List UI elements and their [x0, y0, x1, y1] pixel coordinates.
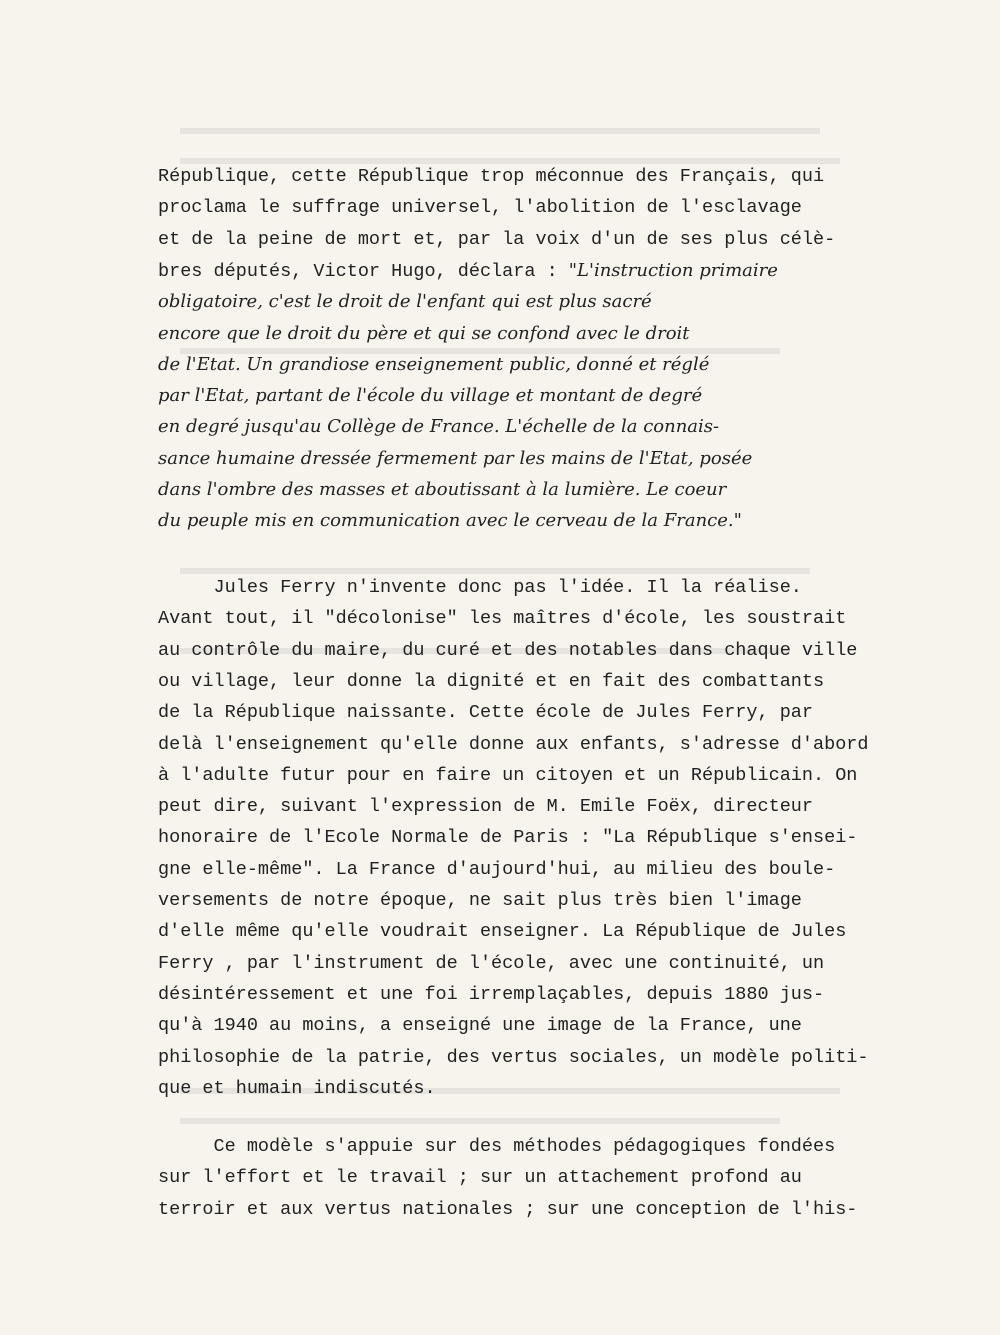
text-line [158, 1077, 436, 1099]
text-line [158, 322, 690, 344]
text-line-content: que et humain indiscutés. [158, 1077, 436, 1099]
text-line-content: ou village, leur donne la dignité et en fait des combattants [158, 670, 825, 692]
text-line-content: du peuple mis en communication avec le cerveau de la France." [158, 510, 742, 532]
text-line [158, 704, 813, 723]
text-line-content: Avant tout, il "décolonise" les maîtres d'école, les soustrait [158, 608, 847, 630]
text-line [158, 733, 869, 755]
text-line [158, 418, 719, 436]
text-line [158, 481, 726, 499]
text-line-content: au contrôle du maire, du curé et des notables dans chaque ville [158, 639, 858, 661]
text-line-content: dans l'ombre des masses et aboutissant à la lumière. Le coeur [158, 479, 727, 500]
text-line-content: République, cette République trop méconnue des Français, qui [158, 166, 825, 187]
text-line [158, 858, 836, 880]
text-line [158, 387, 702, 405]
text-line-content: Ferry , par l'instrument de l'école, avec une continuité, un [158, 952, 825, 974]
text-line-content: qu'à 1940 au moins, a enseigné une image de la France, une [158, 1015, 802, 1037]
text-line-content: philosophie de la patrie, des vertus sociales, un modèle politi- [158, 1046, 869, 1068]
text-line-content: de la République naissante. Cette école de Jules Ferry, par [158, 702, 814, 724]
text-line-content: encore que le droit du père et qui se confond avec le droit [158, 322, 690, 344]
text-line-content: Ce modèle s'appuie sur des méthodes pédagogiques fondées [158, 1136, 836, 1157]
text-line-content: Jules Ferry n'invente donc pas l'idée. Il la réalise. [158, 577, 802, 598]
text-line-quote: "L'instruction primaire [568, 259, 778, 281]
text-line [158, 168, 824, 187]
text-line [158, 447, 753, 469]
text-line [158, 199, 802, 218]
text-line [158, 952, 825, 974]
text-line-content: peut dire, suivant l'expression de M. Emile Foëx, directeur [158, 796, 814, 818]
text-line [158, 512, 742, 530]
text-line-content: honoraire de l'Ecole Normale de Paris : "La République s'ensei- [158, 827, 858, 849]
text-line-content: sance humaine dressée fermement par les mains de l'Etat, posée [158, 447, 753, 469]
text-line-content: proclama le suffrage universel, l'abolition de l'esclavage [158, 197, 802, 219]
text-line-content: sur l'effort et le travail ; sur un attachement profond au [158, 1167, 802, 1189]
text-line [158, 1017, 802, 1036]
text-line-content: désintéressement et une foi irremplaçables, depuis 1880 jus- [158, 983, 825, 1005]
text-line-content: de l'Etat. Un grandiose enseignement public, donné et réglé [158, 353, 710, 375]
text-line [158, 983, 825, 1005]
text-line [158, 1046, 869, 1068]
text-line-content: en degré jusqu'au Collège de France. L'échelle de la connais- [158, 416, 720, 438]
text-line-content: à l'adulte futur pour en faire un citoyen et un Républicain. On [158, 764, 858, 786]
text-line-content: bres députés, Victor Hugo, déclara : [158, 260, 569, 282]
text-line-content: obligatoire, c'est le droit de l'enfant qui est plus sacré [158, 291, 652, 313]
text-line-content: delà l'enseignement qu'elle donne aux enfants, s'adresse d'abord [158, 733, 869, 755]
text-line [158, 1198, 858, 1220]
text-line [158, 293, 652, 311]
text-line-content: versements de notre époque, ne sait plus très bien l'image [158, 890, 802, 911]
text-line [158, 228, 836, 250]
text-line [158, 1169, 802, 1188]
text-line [158, 579, 802, 598]
text-line-content: gne elle-même". La France d'aujourd'hui, au milieu des boule- [158, 858, 836, 880]
text-line [158, 1138, 835, 1157]
text-line [158, 639, 858, 661]
text-line [158, 829, 857, 848]
text-line [158, 764, 858, 786]
text-line [158, 923, 846, 942]
text-line [158, 610, 846, 629]
text-line-content: et de la peine de mort et, par la voix d'un de ses plus célè- [158, 228, 836, 250]
text-line [158, 798, 813, 817]
text-line-content: terroir et aux vertus nationales ; sur une conception de l'his- [158, 1198, 858, 1220]
text-line-content: d'elle même qu'elle voudrait enseigner. La République de Jules [158, 921, 847, 943]
text-line [158, 670, 825, 692]
text-line [158, 259, 778, 282]
text-line [158, 353, 710, 375]
text-line [158, 892, 802, 911]
text-line-content: par l'Etat, partant de l'école du village et montant de degré [158, 385, 703, 407]
